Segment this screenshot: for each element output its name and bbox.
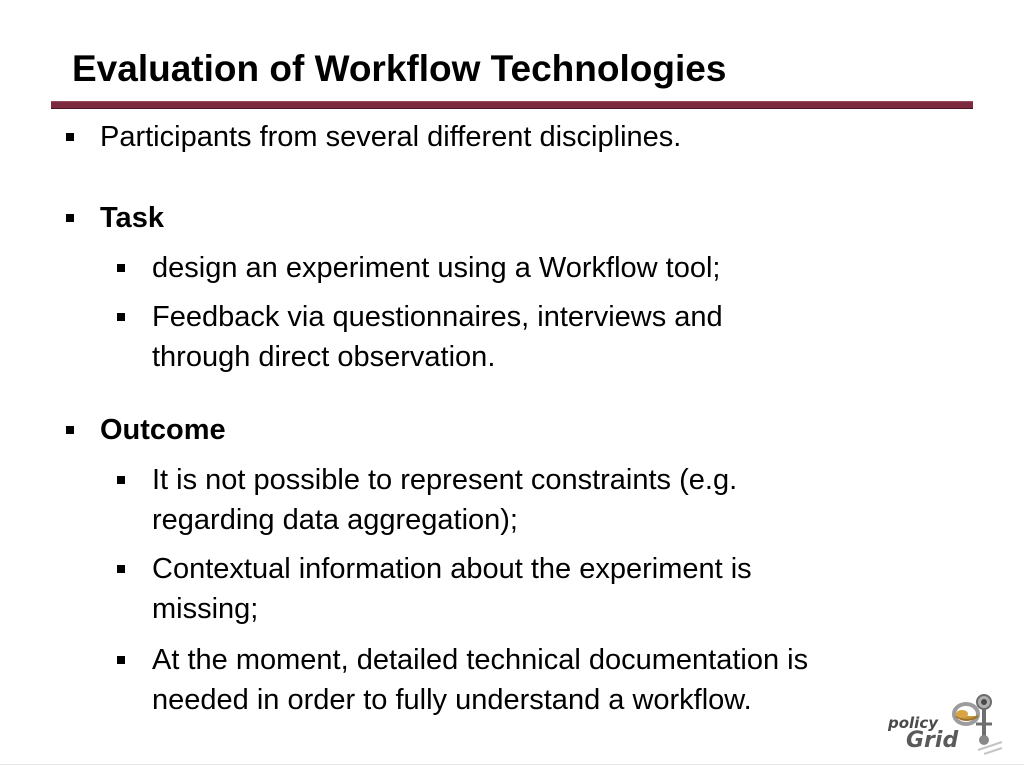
logo-word-grid: Grid (906, 728, 959, 753)
sub-bullet-square-icon (117, 476, 125, 484)
outcome-item-continuation: missing; (152, 593, 259, 625)
task-item: design an experiment using a Workflow tool; (152, 252, 721, 284)
bullet-square-icon (66, 133, 74, 141)
outcome-item-continuation: needed in order to fully understand a workflow. (152, 684, 752, 716)
logo-word-policy: policy (888, 714, 938, 732)
slide-title: Evaluation of Workflow Technologies (72, 48, 727, 89)
outcome-item-continuation: regarding data aggregation); (152, 504, 518, 536)
task-item-continuation: through direct observation. (152, 341, 496, 373)
task-item: Feedback via questionnaires, interviews and (152, 301, 723, 333)
sub-bullet-square-icon (117, 565, 125, 573)
bullet-square-icon (66, 214, 74, 222)
policygrid-logo (884, 688, 1010, 760)
outcome-item: At the moment, detailed technical documentation is (152, 644, 809, 676)
bullet-task-heading: Task (100, 202, 164, 234)
sub-bullet-square-icon (117, 264, 125, 272)
sub-bullet-square-icon (117, 313, 125, 321)
outcome-item: Contextual information about the experiment is (152, 553, 752, 585)
outcome-item: It is not possible to represent constraints (e.g. (152, 464, 738, 496)
title-divider (51, 101, 973, 109)
bullet-square-icon (66, 426, 74, 434)
footer-divider (0, 764, 1024, 765)
bullet-participants: Participants from several different disciplines. (100, 121, 682, 153)
bullet-outcome-heading: Outcome (100, 414, 226, 446)
sub-bullet-square-icon (117, 656, 125, 664)
